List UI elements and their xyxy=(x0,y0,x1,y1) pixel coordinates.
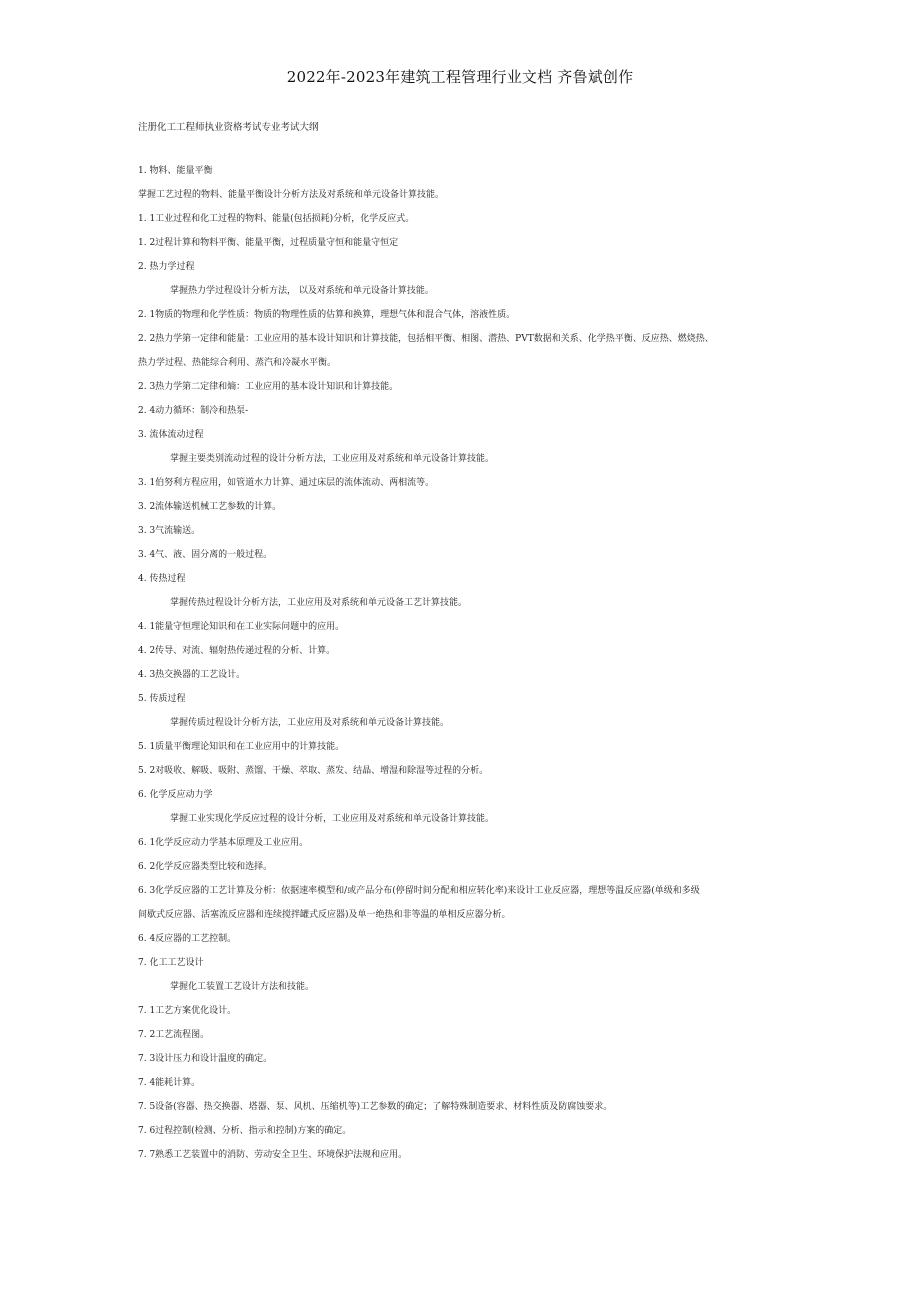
subsection-item: 7. 2工艺流程图。 xyxy=(138,1030,210,1040)
section-heading: 4. 传热过程 xyxy=(138,574,186,584)
section-heading: 3. 流体流动过程 xyxy=(138,430,204,440)
section-intro: 掌握工业实现化学反应过程的设计分析，工业应用及对系统和单元设备计算技能。 xyxy=(170,814,495,824)
subsection-item: 3. 2流体输送机械工艺参数的计算。 xyxy=(138,502,282,512)
section-intro: 掌握热力学过程设计分析方法， 以及对系统和单元设备计算技能。 xyxy=(170,286,434,296)
subsection-item: 3. 1伯努利方程应用，如管道水力计算、通过床层的流体流动、两相流等。 xyxy=(138,478,435,488)
subsection-item: 5. 2对吸收、解吸、吸附、蒸馏、干燥、萃取、蒸发、结晶、增湿和除湿等过程的分析。 xyxy=(138,766,489,776)
subsection-item: 6. 3化学反应器的工艺计算及分析：依据速率模型和/或产品分布(停留时间分配和相应转化率)来设计工业反应器，理想等温反应器(单级和多级 xyxy=(138,886,700,896)
subsection-item: 7. 7熟悉工艺装置中的消防、劳动安全卫生、环境保护法规和应用。 xyxy=(138,1150,408,1160)
subsection-item: 7. 3设计压力和设计温度的确定。 xyxy=(138,1054,273,1064)
subsection-item: 4. 2传导、对流、辐射热传递过程的分析、计算。 xyxy=(138,646,336,656)
page-header: 2022年-2023年建筑工程管理行业文档 齐鲁斌创作 xyxy=(286,68,634,86)
subsection-item: 2. 1物质的物理和化学性质：物质的物理性质的估算和换算，理想气体和混合气体，溶液性质。 xyxy=(138,310,516,320)
subsection-item: 2. 3热力学第二定律和熵：工业应用的基本设计知识和计算技能。 xyxy=(138,382,399,392)
section-heading: 5. 传质过程 xyxy=(138,694,186,704)
subsection-item: 7. 4能耗计算。 xyxy=(138,1078,201,1088)
section-heading: 6. 化学反应动力学 xyxy=(138,790,213,800)
subsection-item-continued: 间歇式反应器、活塞流反应器和连续搅拌罐式反应器)及单一绝热和非等温的单相反应器分析。 xyxy=(138,910,511,920)
section-intro: 掌握主要类别流动过程的设计分析方法，工业应用及对系统和单元设备计算技能。 xyxy=(170,454,495,464)
subsection-item: 3. 4气、液、固分离的一般过程。 xyxy=(138,550,273,560)
subsection-item: 6. 4反应器的工艺控制。 xyxy=(138,934,237,944)
subsection-item-continued: 热力学过程、热能综合利用、蒸汽和冷凝水平衡。 xyxy=(138,358,337,368)
document-title: 注册化工工程师执业资格考试专业考试大纲 xyxy=(138,122,319,133)
subsection-item: 2. 2热力学第一定律和能量：工业应用的基本设计知识和计算技能，包括相平衡、相图、潜热、PVT数据和关系、化学热平衡、反应热、燃烧热、 xyxy=(138,334,714,344)
subsection-item: 4. 1能量守恒理论知识和在工业实际问题中的应用。 xyxy=(138,622,345,632)
subsection-item: 1. 2过程计算和物料平衡、能量平衡，过程质量守恒和能量守恒定 xyxy=(138,238,399,248)
section-heading: 7. 化工工艺设计 xyxy=(138,958,204,968)
subsection-item: 4. 3热交换器的工艺设计。 xyxy=(138,670,246,680)
section-intro: 掌握化工装置工艺设计方法和技能。 xyxy=(170,982,315,992)
subsection-item: 7. 1工艺方案优化设计。 xyxy=(138,1006,237,1016)
subsection-item: 6. 2化学反应器类型比较和选择。 xyxy=(138,862,273,872)
subsection-item: 5. 1质量平衡理论知识和在工业应用中的计算技能。 xyxy=(138,742,345,752)
section-heading: 2. 热力学过程 xyxy=(138,262,195,272)
subsection-item: 2. 4动力循环：制冷和热泵- xyxy=(138,406,249,416)
section-intro: 掌握传质过程设计分析方法，工业应用及对系统和单元设备计算技能。 xyxy=(170,718,450,728)
subsection-item: 7. 5设备(容器、热交换器、塔器、泵、风机、压缩机等)工艺参数的确定；了解特殊制造要求、材料性质及防腐蚀要求。 xyxy=(138,1102,613,1112)
section-intro: 掌握传热过程设计分析方法，工业应用及对系统和单元设备工艺计算技能。 xyxy=(170,598,468,608)
subsection-item: 7. 6过程控制(检测、分析、指示和控制)方案的确定。 xyxy=(138,1126,352,1136)
subsection-item: 1. 1工业过程和化工过程的物料、能量(包括损耗)分析，化学反应式。 xyxy=(138,214,415,224)
subsection-item: 6. 1化学反应动力学基本原理及工业应用。 xyxy=(138,838,309,848)
section-heading: 1. 物料、能量平衡 xyxy=(138,166,213,176)
document-body xyxy=(138,165,788,1173)
subsection-item: 3. 3气流输送。 xyxy=(138,526,201,536)
section-intro: 掌握工艺过程的物料、能量平衡设计分析方法及对系统和单元设备计算技能。 xyxy=(138,190,445,200)
